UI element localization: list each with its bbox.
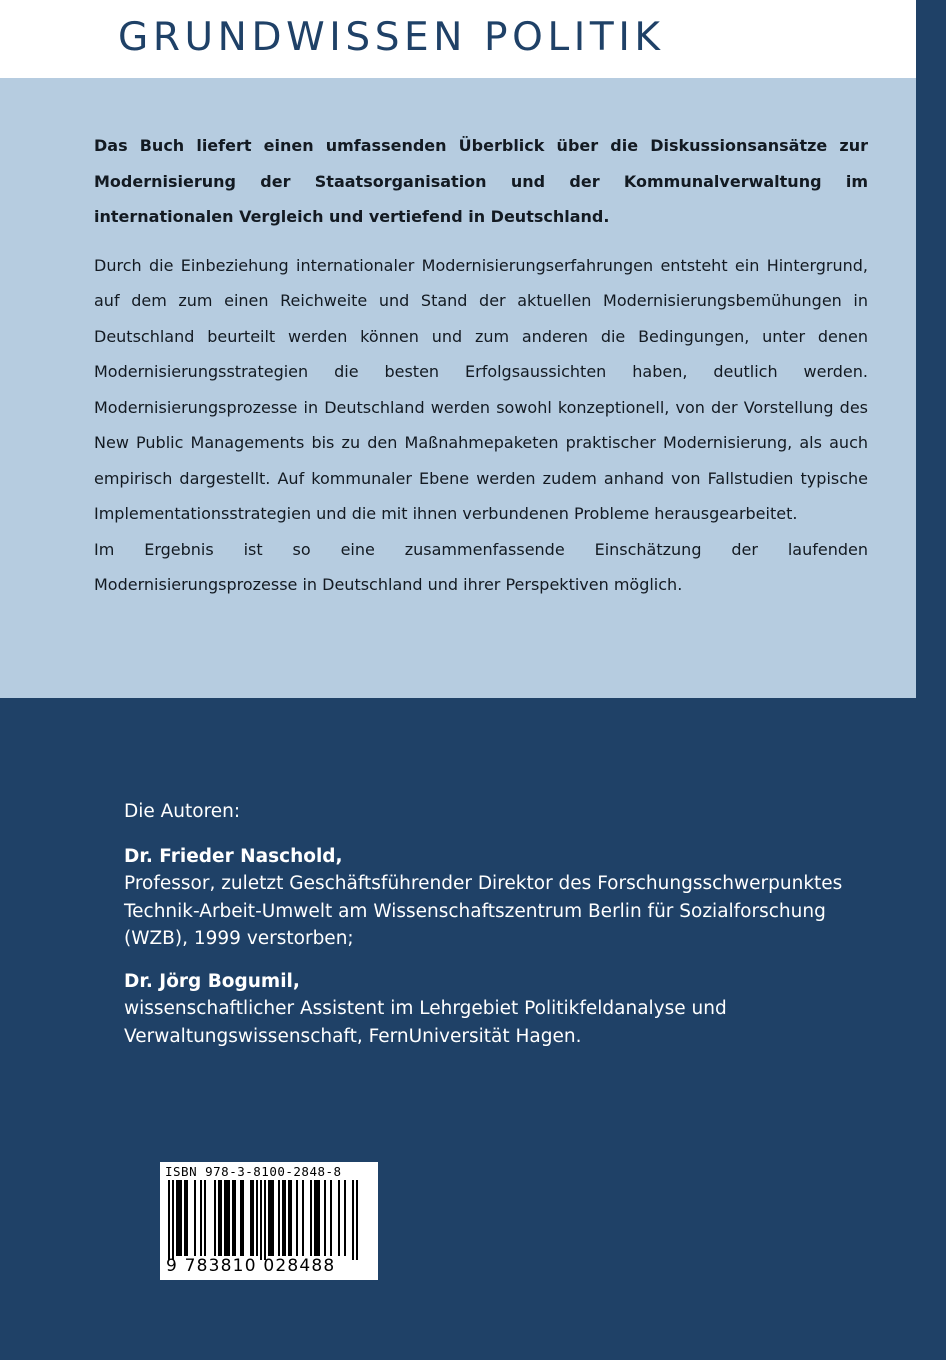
description-conclusion: Im Ergebnis ist so eine zusammenfassende Einschätzung der laufenden Modernisierungsprozesse in Deutschland und ihrer Perspektiven möglich. xyxy=(94,539,868,594)
barcode-bars xyxy=(160,1180,378,1260)
barcode-bar xyxy=(272,1180,274,1256)
barcode-bar xyxy=(226,1180,228,1256)
barcode-bar xyxy=(234,1180,236,1256)
barcode-bar xyxy=(316,1180,318,1256)
isbn-label: ISBN 978-3-8100-2848-8 xyxy=(165,1164,342,1179)
barcode-bar xyxy=(178,1180,180,1256)
barcode-bar xyxy=(200,1180,202,1256)
author-name: Dr. Frieder Naschold, xyxy=(124,845,343,867)
barcode-bar xyxy=(314,1180,316,1256)
barcode-bar xyxy=(284,1180,286,1256)
barcode-bar xyxy=(176,1180,178,1256)
barcode-bar xyxy=(270,1180,272,1256)
barcode-bar xyxy=(186,1180,188,1256)
barcode-bar xyxy=(330,1180,332,1256)
barcode-bar xyxy=(228,1180,230,1256)
barcode-bar xyxy=(172,1180,174,1260)
barcode-bar xyxy=(252,1180,254,1256)
barcode-bar xyxy=(278,1180,280,1256)
barcode-bar xyxy=(214,1180,216,1256)
author-entry xyxy=(124,843,864,953)
ean-digits: 9 783810 028488 xyxy=(166,1256,336,1276)
barcode-bar xyxy=(282,1180,284,1256)
barcode-bar xyxy=(338,1180,340,1256)
series-title: GRUNDWISSEN POLITIK xyxy=(118,15,665,60)
barcode-bar xyxy=(224,1180,226,1256)
barcode-bar xyxy=(264,1180,266,1260)
series-header xyxy=(0,0,916,78)
author-bio: wissenschaftlicher Assistent im Lehrgebiet Politikfeldanalyse und Verwaltungswissenschaft, FernUniversität Hagen. xyxy=(124,998,727,1047)
barcode-bar xyxy=(232,1180,234,1256)
barcode-bar xyxy=(324,1180,326,1256)
barcode-bar xyxy=(356,1180,358,1260)
barcode-bar xyxy=(218,1180,220,1256)
barcode-bar xyxy=(318,1180,320,1256)
barcode-bar xyxy=(344,1180,346,1256)
barcode-bar xyxy=(250,1180,252,1256)
author-name: Dr. Jörg Bogumil, xyxy=(124,970,300,992)
barcode-bar xyxy=(290,1180,292,1256)
barcode-bar xyxy=(256,1180,258,1256)
description-lead: Das Buch liefert einen umfassenden Überblick über die Diskussionsansätze zur Modernisierung der Staatsorganisation und der Kommunalverwaltung im internationalen Vergleich und vertiefend in Deutschland. xyxy=(94,136,868,226)
barcode-bar xyxy=(310,1180,312,1256)
spine-strip xyxy=(916,0,946,1360)
barcode-bar xyxy=(184,1180,186,1256)
barcode-bar xyxy=(288,1180,290,1256)
barcode-bar xyxy=(302,1180,304,1256)
author-entry xyxy=(124,968,864,1051)
barcode-bar xyxy=(296,1180,298,1256)
barcode-bar xyxy=(268,1180,270,1256)
barcode-bar xyxy=(240,1180,242,1256)
barcode-bar xyxy=(180,1180,182,1256)
authors-heading: Die Autoren: xyxy=(124,801,241,822)
barcode-bar xyxy=(260,1180,262,1260)
book-description xyxy=(94,128,868,603)
barcode-bar xyxy=(204,1180,206,1256)
barcode-bar xyxy=(352,1180,354,1260)
author-bio: Professor, zuletzt Geschäftsführender Direktor des Forschungsschwerpunktes Technik-Arbeit-Umwelt am Wissenschaftszentrum Berlin für Sozialforschung (WZB), 1999 verstorben; xyxy=(124,873,843,949)
description-body: Durch die Einbeziehung internationaler Modernisierungserfahrungen entsteht ein Hintergrund, auf dem zum einen Reichweite und Stand der aktuellen Modernisierungsbemühungen in Deutschland beurteilt werden können und zum anderen die Bedingungen, unter denen Modernisierungsstrategien die besten Erfolgsaussichten haben, deutlich werden. Modernisierungsprozesse in Deutschland werden sowohl konzeptionell, von der Vorstellung des New Public Managements bis zu den Maßnahmepaketen praktischer Modernisierung, als auch empirisch dargestellt. Auf kommunaler Ebene werden zudem anhand von Fallstudien typische Implementationsstrategien und die mit ihnen verbundenen Probleme herausgearbeitet. xyxy=(94,255,868,523)
isbn-barcode xyxy=(160,1162,378,1280)
barcode-bar xyxy=(242,1180,244,1256)
barcode-bar xyxy=(220,1180,222,1256)
authors-section xyxy=(124,798,864,1065)
barcode-bar xyxy=(194,1180,196,1256)
barcode-bar xyxy=(168,1180,170,1260)
